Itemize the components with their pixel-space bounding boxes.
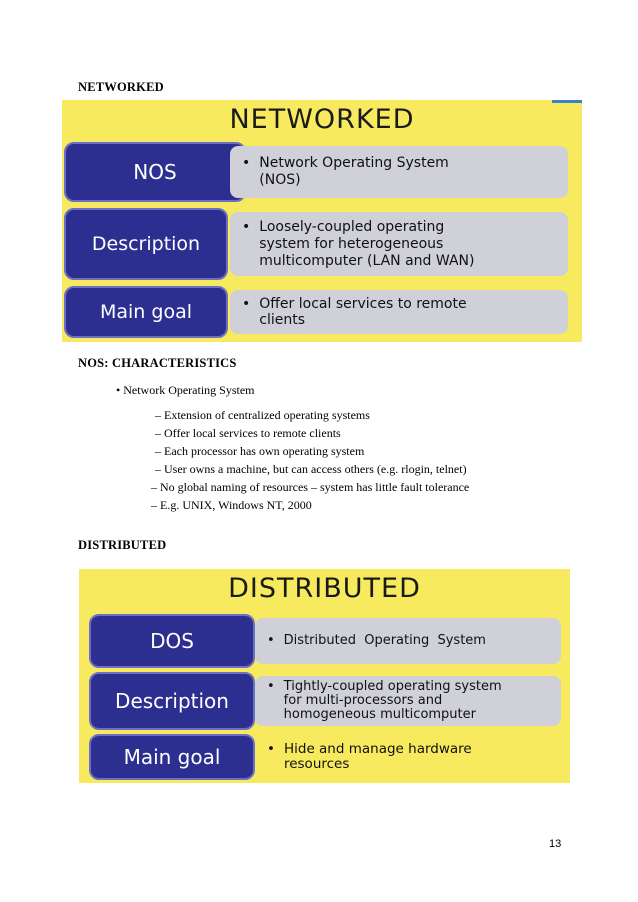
nos-characteristics-heading: NOS: CHARACTERISTICS — [78, 356, 237, 370]
distributed-description-text-line: for multi-processors and — [283, 693, 443, 708]
description-row — [64, 208, 568, 280]
main-goal-row — [64, 286, 568, 338]
bullet-icon: • — [242, 296, 251, 312]
dos-text-line: Distributed Operating System — [283, 633, 486, 648]
nos-text-line: Network Operating System — [259, 155, 449, 171]
bullet-icon: • — [267, 741, 275, 757]
characteristic-item: – User owns a machine, but can access others (e.g. rlogin, telnet) — [155, 462, 467, 476]
distributed-slide-title: DISTRIBUTED — [228, 573, 421, 604]
networked-heading: NETWORKED — [78, 80, 164, 94]
distributed-heading: DISTRIBUTED — [78, 538, 167, 552]
description-text-line: system for heterogeneous — [259, 235, 444, 252]
nos-text-line: (NOS) — [259, 172, 301, 188]
dos-description-box — [255, 618, 561, 664]
bullet-icon: • — [267, 679, 275, 694]
characteristic-item: – Extension of centralized operating systems — [155, 408, 370, 422]
characteristics-bullet: • Network Operating System — [116, 383, 255, 397]
main-goal-label: Main goal — [64, 286, 228, 338]
description-text-box — [230, 212, 568, 276]
main-goal-text-line: Offer local services to remote — [259, 296, 467, 312]
networked-slide — [62, 100, 582, 342]
nos-description-box — [230, 146, 568, 198]
nos-row — [64, 142, 568, 202]
distributed-description-text-box — [255, 676, 561, 726]
characteristic-item: – Offer local services to remote clients — [155, 426, 341, 440]
characteristic-item: – No global naming of resources – system has little fault tolerance — [151, 480, 470, 494]
bullet-icon: • — [242, 218, 251, 235]
distributed-main-goal-text-line: resources — [283, 756, 350, 772]
description-text-line: Loosely-coupled operating — [259, 218, 445, 235]
distributed-description-row — [89, 672, 561, 730]
bullet-icon: • — [267, 633, 275, 648]
distributed-main-goal-text-line: Hide and manage hardware — [283, 741, 472, 757]
dos-label: DOS — [89, 614, 255, 668]
description-text-line: multicomputer (LAN and WAN) — [259, 252, 475, 269]
description-label: Description — [64, 208, 228, 280]
main-goal-text-box — [230, 290, 568, 334]
distributed-slide — [79, 569, 570, 783]
characteristic-item: – Each processor has own operating system — [155, 444, 365, 458]
page-number: 13 — [549, 838, 562, 850]
dos-row — [89, 614, 561, 668]
nos-label: NOS — [64, 142, 246, 202]
main-goal-text-line: clients — [259, 312, 306, 328]
characteristic-item: – E.g. UNIX, Windows NT, 2000 — [151, 498, 312, 512]
distributed-main-goal-text-box — [255, 738, 561, 776]
networked-slide-title: NETWORKED — [229, 104, 415, 135]
distributed-description-text-line: homogeneous multicomputer — [283, 707, 476, 722]
distributed-description-text-line: Tightly-coupled operating system — [283, 679, 502, 694]
distributed-main-goal-label: Main goal — [89, 734, 255, 780]
bullet-icon: • — [242, 155, 251, 171]
distributed-description-label: Description — [89, 672, 255, 730]
slide-accent-tab — [552, 100, 582, 103]
distributed-main-goal-row — [89, 734, 561, 780]
